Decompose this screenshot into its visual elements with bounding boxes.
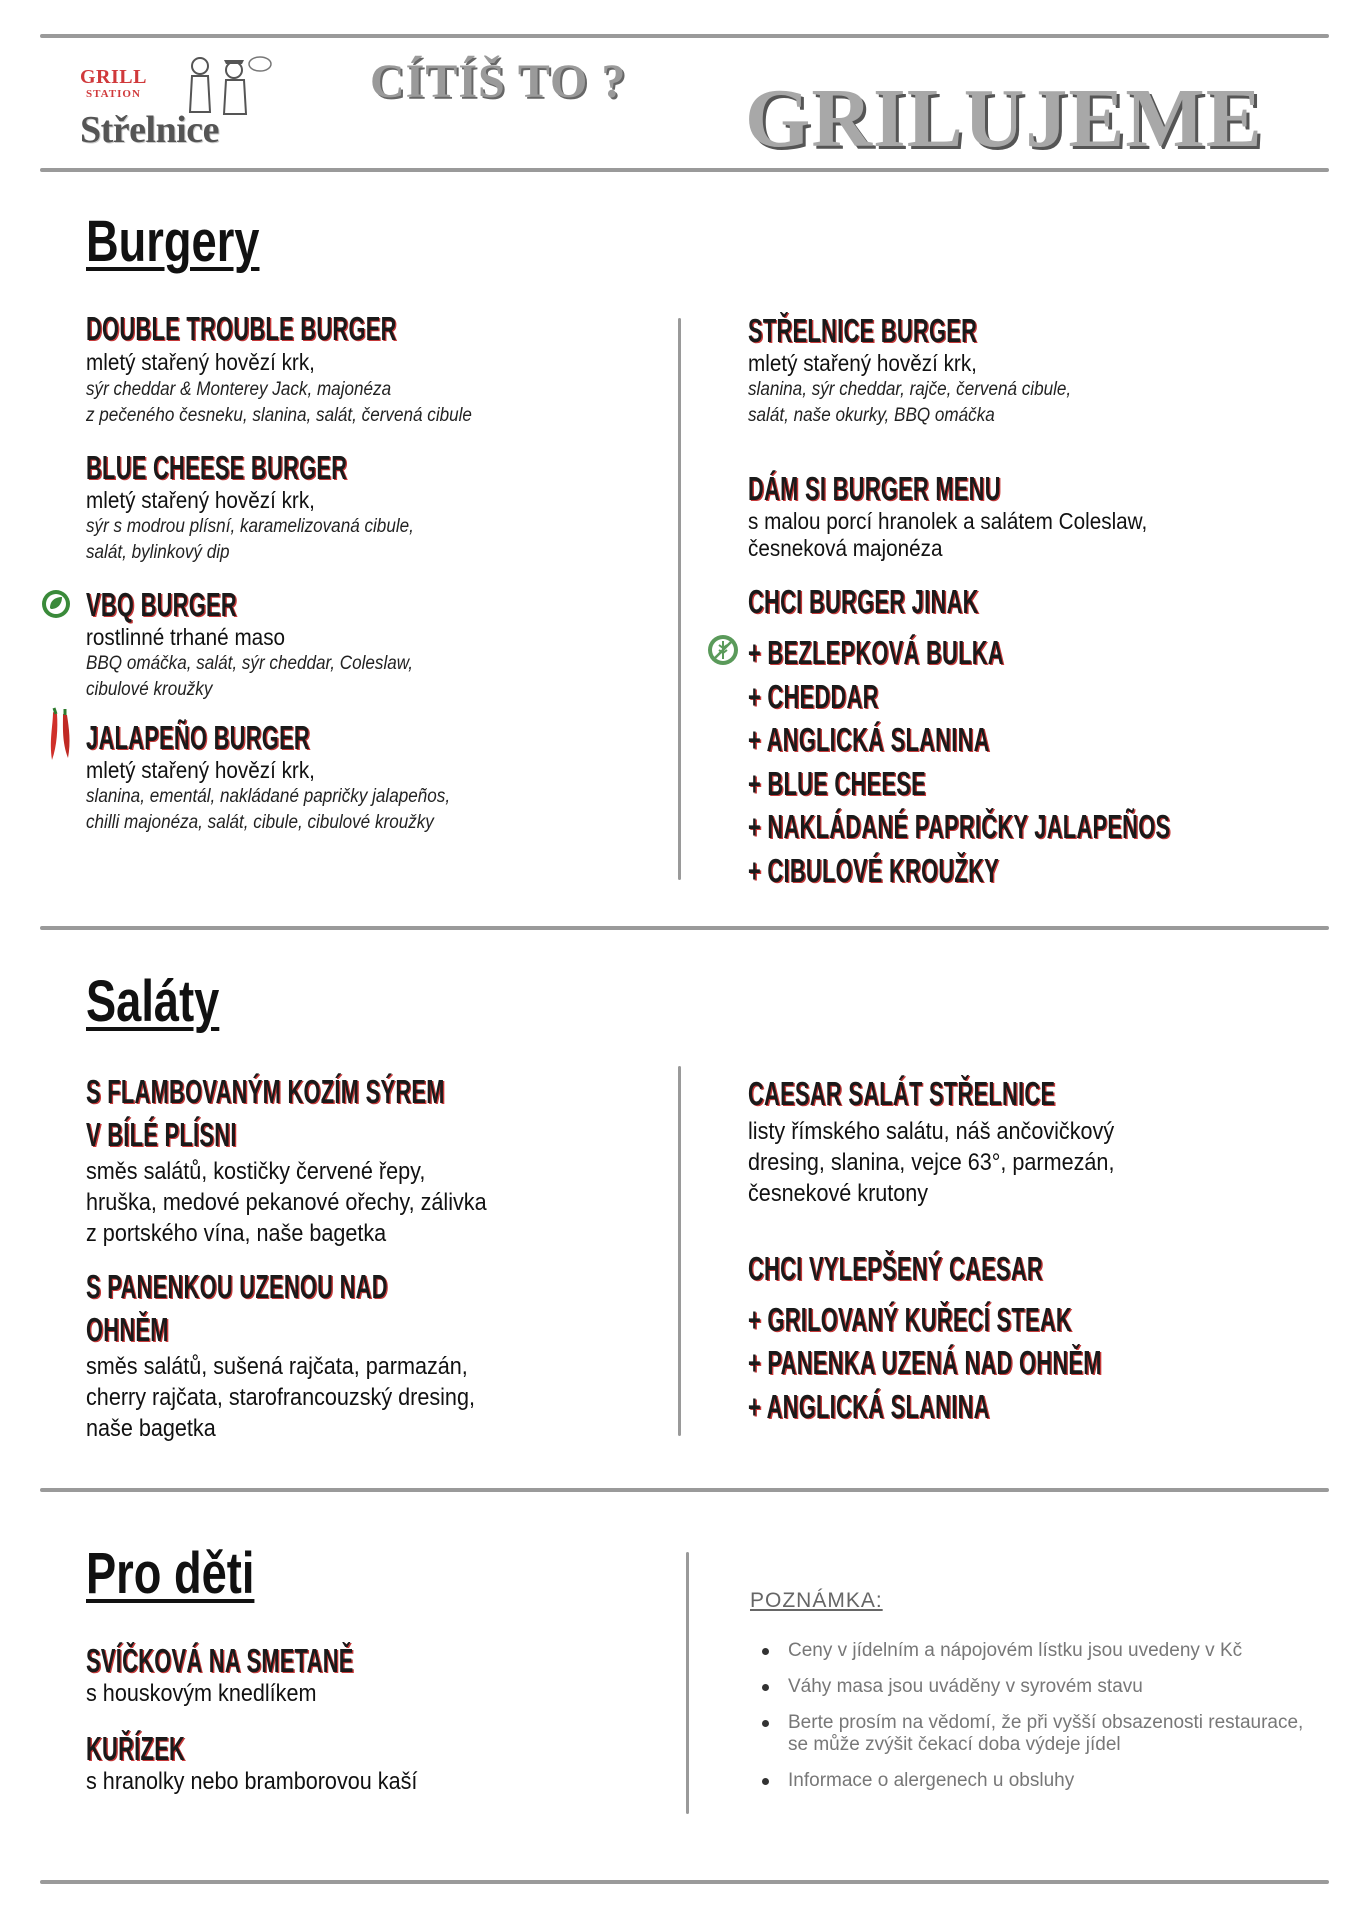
deti-divider <box>686 1552 689 1814</box>
burger-menu-line-1: s malou porcí hranolek a salátem Coleslaw, <box>748 508 1148 534</box>
note-text: Váhy masa jsou uváděny v syrovém stavu <box>788 1676 1143 1697</box>
item-name-jalapeno: JALAPEÑO BURGER <box>86 719 310 756</box>
burgery-divider <box>678 318 681 880</box>
item-detail-vbq-2: cibulové kroužky <box>86 679 213 700</box>
note-text: Berte prosím na vědomí, že při vyšší obsazenosti restaurace, <box>788 1712 1304 1733</box>
item-detail-jalapeno-2: chilli majonéza, salát, cibule, cibulové kroužky <box>86 812 434 833</box>
item-line-kozi-syr-2: hruška, medové pekanové ořechy, zálivka <box>86 1189 487 1216</box>
section-title-burgery: Burgery <box>86 209 260 274</box>
caesar-extras-title: CHCI VYLEPŠENÝ CAESAR <box>748 1250 1043 1287</box>
logo-grill: GRILL <box>80 66 147 88</box>
chili-pepper-icon <box>44 706 74 762</box>
logo-station: STATION <box>86 88 141 100</box>
item-name-burger-menu: DÁM SI BURGER MENU <box>748 470 1001 507</box>
item-name-vbq: VBQ BURGER <box>86 586 237 623</box>
section-rule-2 <box>40 1488 1329 1492</box>
page-title: GRILUJEME <box>745 72 1263 165</box>
item-main-double-trouble: mletý stařený hovězí krk, <box>86 349 315 375</box>
item-line-svickova: s houskovým knedlíkem <box>86 1680 317 1707</box>
note-item <box>760 1676 1320 1698</box>
item-line-kozi-syr-3: z portského vína, naše bagetka <box>86 1220 387 1247</box>
item-line-caesar-3: česnekové krutony <box>748 1180 929 1207</box>
burger-menu-line-2: česneková majonéza <box>748 535 943 561</box>
section-title-deti: Pro děti <box>86 1541 255 1606</box>
notes-title: POZNÁMKA: <box>750 1589 883 1612</box>
item-line-kozi-syr-1: směs salátů, kostičky červené řepy, <box>86 1158 426 1185</box>
burger-extra-item: + CIBULOVÉ KROUŽKY <box>748 852 999 889</box>
item-name-kurizek: KUŘÍZEK <box>86 1730 186 1767</box>
item-name-kozi-syr-2: V BÍLÉ PLÍSNI <box>86 1116 237 1153</box>
vegan-leaf-icon <box>40 588 72 620</box>
item-name-blue-cheese: BLUE CHEESE BURGER <box>86 449 348 486</box>
item-main-vbq: rostlinné trhané maso <box>86 624 286 650</box>
section-rule-1 <box>40 926 1329 930</box>
item-main-strelnice: mletý stařený hovězí krk, <box>748 350 977 376</box>
caesar-extra-item: + PANENKA UZENÁ NAD OHNĚM <box>748 1344 1102 1381</box>
tagline: CÍTÍŠ TO ? <box>370 55 627 108</box>
notes-list <box>760 1640 1320 1806</box>
item-name-caesar: CAESAR SALÁT STŘELNICE <box>748 1075 1056 1112</box>
item-detail-blue-cheese-1: sýr s modrou plísní, karamelizovaná cibule, <box>86 516 414 537</box>
caesar-extra-item: + GRILOVANÝ KUŘECÍ STEAK <box>748 1301 1072 1338</box>
item-line-panenka-3: naše bagetka <box>86 1415 216 1442</box>
note-item <box>760 1640 1320 1662</box>
item-detail-double-trouble-1: sýr cheddar & Monterey Jack, majonéza <box>86 379 392 400</box>
note-text-continued: se může zvýšit čekací doba výdeje jídel <box>788 1734 1121 1755</box>
burger-extra-item: + BEZLEPKOVÁ BULKA <box>748 634 1004 671</box>
item-line-panenka-2: cherry rajčata, starofrancouzský dresing, <box>86 1384 475 1411</box>
item-line-caesar-2: dresing, slanina, vejce 63°, parmezán, <box>748 1149 1115 1176</box>
item-detail-double-trouble-2: z pečeného česneku, slanina, salát, červená cibule <box>86 405 472 426</box>
item-name-panenka-2: OHNĚM <box>86 1311 169 1348</box>
bullet-icon <box>762 1778 769 1785</box>
item-name-panenka-1: S PANENKOU UZENOU NAD <box>86 1268 388 1305</box>
burger-extra-item: + BLUE CHEESE <box>748 765 926 802</box>
gluten-free-icon <box>706 633 740 667</box>
note-text: Ceny v jídelním a nápojovém lístku jsou uvedeny v Kč <box>788 1640 1243 1661</box>
item-name-strelnice: STŘELNICE BURGER <box>748 312 978 349</box>
item-main-jalapeno: mletý stařený hovězí krk, <box>86 757 315 783</box>
footer-rule <box>40 1880 1329 1884</box>
logo-figures-icon <box>172 52 272 122</box>
restaurant-logo <box>80 52 275 152</box>
item-detail-strelnice-2: salát, naše okurky, BBQ omáčka <box>748 405 995 426</box>
item-line-panenka-1: směs salátů, sušená rajčata, parmazán, <box>86 1353 468 1380</box>
logo-strelnice: Střelnice <box>80 109 220 151</box>
bullet-icon <box>762 1648 769 1655</box>
item-main-blue-cheese: mletý stařený hovězí krk, <box>86 487 315 513</box>
caesar-extra-item: + ANGLICKÁ SLANINA <box>748 1388 990 1425</box>
section-title-salaty: Saláty <box>86 969 220 1034</box>
item-detail-strelnice-1: slanina, sýr cheddar, rajče, červená cibule, <box>748 379 1072 400</box>
item-line-caesar-1: listy římského salátu, náš ančovičkový <box>748 1118 1115 1145</box>
burger-extras-title: CHCI BURGER JINAK <box>748 583 979 620</box>
note-item <box>760 1712 1320 1756</box>
note-item <box>760 1770 1320 1792</box>
burger-extra-item: + ANGLICKÁ SLANINA <box>748 721 990 758</box>
item-detail-jalapeno-1: slanina, ementál, nakládané papričky jalapeños, <box>86 786 451 807</box>
item-detail-blue-cheese-2: salát, bylinkový dip <box>86 542 230 563</box>
item-name-kozi-syr-1: S FLAMBOVANÝM KOZÍM SÝREM <box>86 1073 445 1110</box>
burger-extra-item: + NAKLÁDANÉ PAPRIČKY JALAPEÑOS <box>748 808 1171 845</box>
burger-extra-item: + CHEDDAR <box>748 678 879 715</box>
bullet-icon <box>762 1720 769 1727</box>
bullet-icon <box>762 1684 769 1691</box>
salaty-divider <box>678 1066 681 1436</box>
item-name-svickova: SVÍČKOVÁ NA SMETANĚ <box>86 1642 354 1679</box>
header-bottom-rule <box>40 168 1329 172</box>
item-line-kurizek: s hranolky nebo bramborovou kaší <box>86 1768 418 1795</box>
item-detail-vbq-1: BBQ omáčka, salát, sýr cheddar, Coleslaw, <box>86 653 413 674</box>
note-text: Informace o alergenech u obsluhy <box>788 1770 1075 1791</box>
header-top-rule <box>40 34 1329 38</box>
item-name-double-trouble: DOUBLE TROUBLE BURGER <box>86 310 397 347</box>
